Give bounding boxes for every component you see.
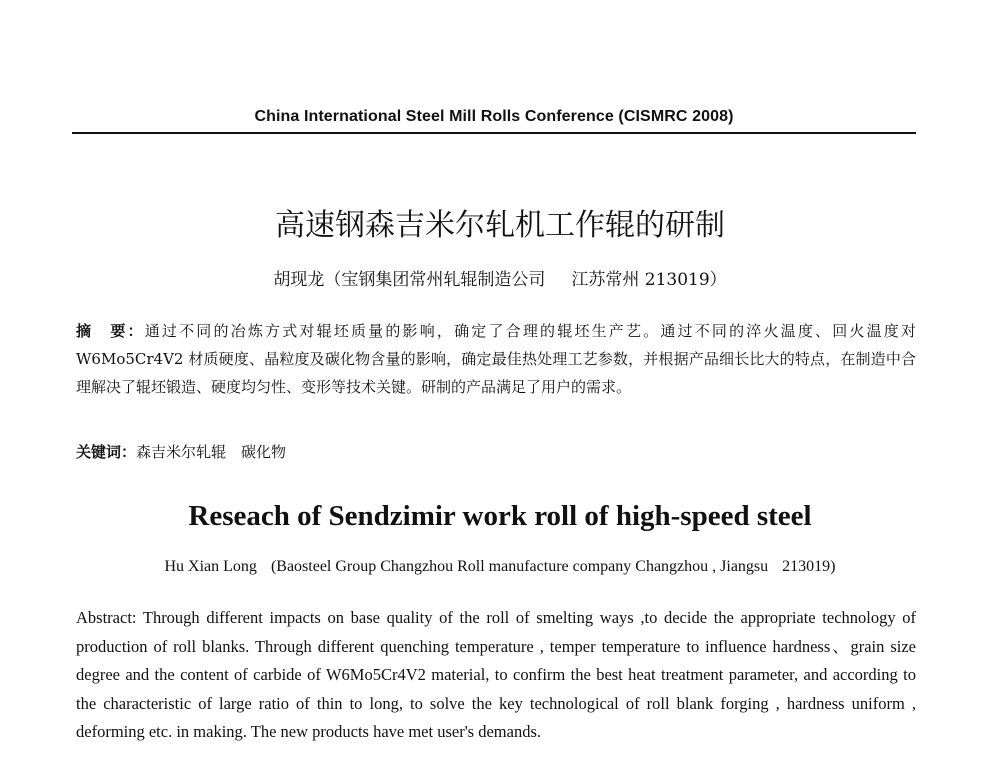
chinese-keywords xyxy=(76,440,916,464)
english-title: Reseach of Sendzimir work roll of high-speed steel xyxy=(188,500,812,532)
chinese-abstract-text: 通过不同的冶炼方式对辊坯质量的影响，确定了合理的辊坯生产艺。通过不同的淬火温度、回火温度对 W6Mo5Cr4V2 材质硬度、晶粒度及碳化物含量的影响，确定最佳热处理工艺参数，并根据产品细长比大的特点，在制造中合理解决了辊坯锻造、硬度均匀性、变形等技术关键。研制的产品满足了用户的需求。 xyxy=(76,322,916,396)
chinese-location: 江苏常州 213019） xyxy=(571,270,727,290)
english-abstract-text: Through different impacts on base quality of the roll of smelting ways ,to decide the appropriate technology of production of roll blanks. Through different quenching temperature , temper temperature to influence hardness、grain size degree and the content of carbide of W6Mo5Cr4V2 material, to confirm the best heat treatment parameter, and according to the characteristic of large ratio of thin to long, to solve the key technological of roll blank forging , hardness uniform , deforming etc. in making. The new products have met user's demands. xyxy=(76,608,917,741)
english-postcode: 213019) xyxy=(782,558,836,575)
chinese-author: 胡现龙（宝钢集团常州轧辊制造公司 xyxy=(273,270,546,290)
chinese-author-line xyxy=(0,265,1000,290)
chinese-keywords-text: 森吉米尔轧辊 碳化物 xyxy=(136,443,287,461)
english-affiliation: (Baosteel Group Changzhou Roll manufacture company Changzhou , Jiangsu xyxy=(270,558,769,575)
conference-header: China International Steel Mill Rolls Conference (CISMRC 2008) xyxy=(254,108,734,125)
english-abstract-label: Abstract: xyxy=(76,608,137,627)
chinese-abstract xyxy=(76,317,916,401)
english-abstract xyxy=(76,604,916,747)
header-rule xyxy=(72,132,916,134)
chinese-keywords-label: 关键词： xyxy=(76,443,137,461)
english-author: Hu Xian Long xyxy=(164,558,257,575)
chinese-title: 高速钢森吉米尔轧机工作辊的研制 xyxy=(275,208,725,243)
chinese-abstract-label: 摘 要： xyxy=(76,322,145,340)
english-author-line xyxy=(0,558,1000,576)
